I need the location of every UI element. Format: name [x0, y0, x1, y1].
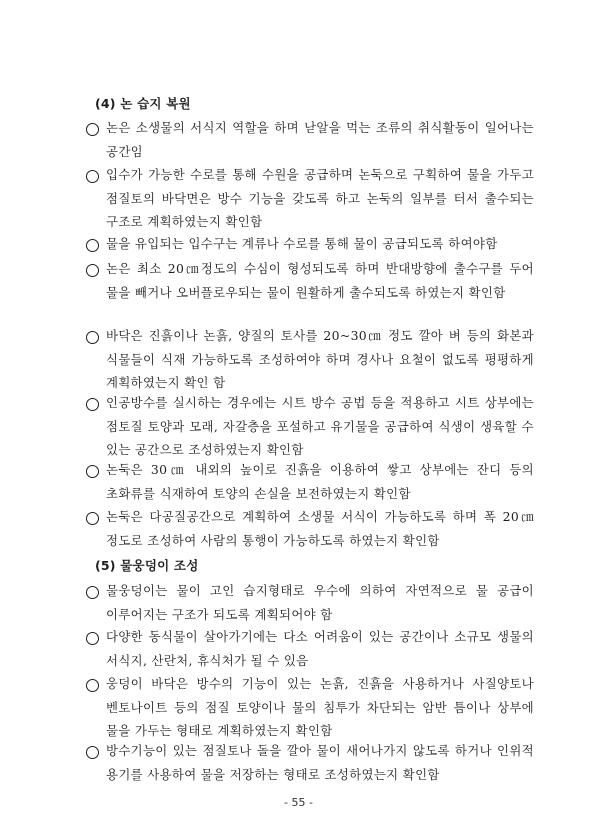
section-heading-5: (5) 물웅덩이 조성 [95, 558, 199, 573]
circle-bullet-icon [86, 239, 99, 252]
list-item [86, 744, 532, 791]
list-item-text: 입수가 가능한 수로를 통해 수원을 공급하며 논둑으로 구획하여 물을 가두고 점질토의 바닥면은 방수 기능을 갖도록 하고 논둑의 일부를 터서 출수되는 구조로 계획하였는지 확인함 [106, 167, 534, 229]
list-item-text: 인공방수를 실시하는 경우에는 시트 방수 공법 등을 적용하고 시트 상부에는 점토질 토양과 모래, 자갈층을 포설하고 유기물을 공급하여 식생이 생육할 수 있는 공간으로 조성하였는지 확인함 [106, 395, 534, 457]
list-item-text: 논은 소생물의 서식지 역할을 하며 낟알을 먹는 조류의 취식활동이 일어나는 공간임 [106, 120, 534, 159]
circle-bullet-icon [86, 123, 99, 136]
list-item [86, 630, 532, 677]
list-item [86, 329, 532, 400]
list-item-text: 방수기능이 있는 점질토나 돌을 깔아 물이 새어나가지 않도록 하거나 인위적 용기를 사용하여 물을 저장하는 형태로 조성하였는지 확인함 [106, 743, 534, 782]
circle-bullet-icon [86, 586, 99, 599]
list-item-text: 다양한 동식물이 살아가기에는 다소 어려움이 있는 공간이나 소규모 생물의 서식지, 산란처, 휴식처가 될 수 있음 [106, 629, 534, 668]
list-item [86, 463, 532, 510]
circle-bullet-icon [86, 170, 99, 183]
list-item-text: 물을 유입되는 입수구는 계류나 수로를 통해 물이 공급되도록 하여야함 [106, 236, 498, 251]
circle-bullet-icon [86, 632, 99, 645]
page-number: - 55 - [284, 796, 313, 809]
list-item [86, 121, 532, 168]
list-item [86, 677, 532, 748]
circle-bullet-icon [86, 398, 99, 411]
circle-bullet-icon [86, 331, 99, 344]
section-heading-4: (4) 논 습지 복원 [95, 96, 191, 111]
circle-bullet-icon [86, 679, 99, 692]
circle-bullet-icon [86, 512, 99, 525]
list-item [86, 584, 532, 631]
list-item-text: 바닥은 진흙이나 논흙, 양질의 토사를 20~30㎝ 정도 깔아 벼 등의 화본과 식물들이 식재 가능하도록 조성하여야 하며 경사나 요철이 없도록 평평하게 계획하였는지 확인 함 [106, 328, 534, 390]
list-item-text: 물웅덩이는 물이 고인 습지형태로 우수에 의하여 자연적으로 물 공급이 이루어지는 구조가 되도록 계획되어야 함 [106, 583, 534, 622]
list-item [86, 262, 532, 309]
circle-bullet-icon [86, 465, 99, 478]
list-item-text: 논둑은 30㎝ 내외의 높이로 진흙을 이용하여 쌓고 상부에는 잔디 등의 초화류를 식재하여 토양의 손실을 보전하였는지 확인함 [106, 462, 534, 501]
circle-bullet-icon [86, 264, 99, 277]
list-item [86, 510, 532, 557]
list-item [86, 396, 532, 467]
list-item-text: 논은 최소 20㎝정도의 수심이 형성되도록 하며 반대방향에 출수구를 두어 물을 빼거나 오버플로우되는 물이 원활하게 출수되도록 하였는지 확인함 [106, 261, 534, 300]
list-item [86, 168, 532, 239]
circle-bullet-icon [86, 746, 99, 759]
list-item-text: 논둑은 다공질공간으로 계획하여 소생물 서식이 가능하도록 하며 폭 20㎝ 정도로 조성하여 사람의 통행이 가능하도록 하였는지 확인함 [106, 509, 534, 548]
list-item-text: 웅덩이 바닥은 방수의 기능이 있는 논흙, 진흙을 사용하거나 사질양토나 벤토나이트 등의 점질 토양이나 물의 침투가 차단되는 암반 틈이나 상부에 물을 가두는 형태로 계획하였는지 확인함 [106, 676, 534, 738]
